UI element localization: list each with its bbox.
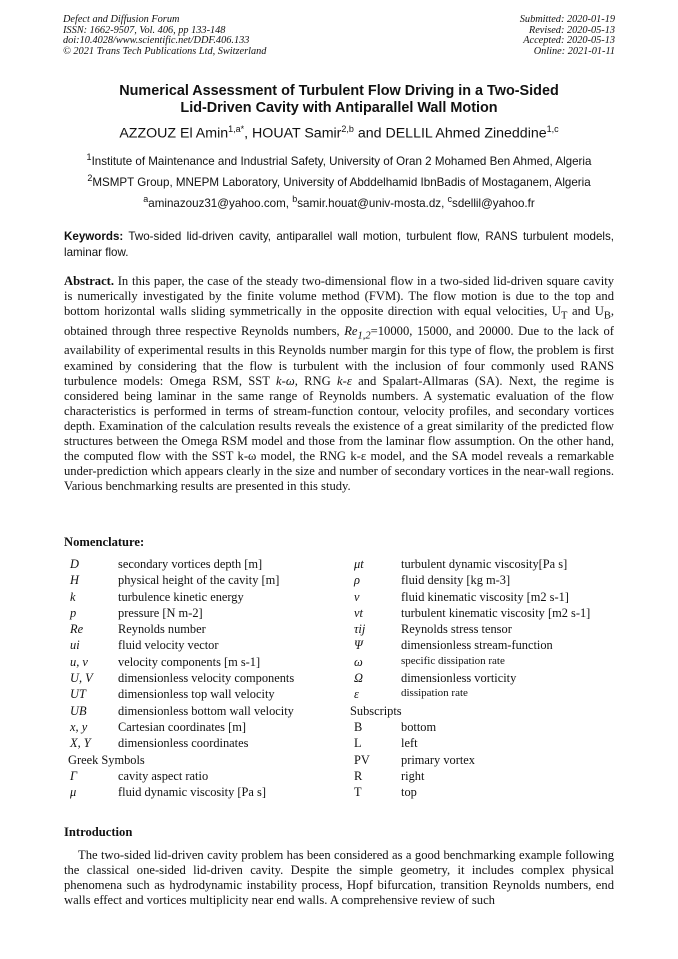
- nomenclature-row: [70, 557, 340, 573]
- nomenclature-row: [70, 785, 340, 801]
- issn: ISSN: 1662-9507, Vol. 406, pp 133-148: [63, 24, 226, 36]
- email-link[interactable]: sdellil@yahoo.fr: [452, 196, 535, 210]
- copyright: © 2021 Trans Tech Publications Ltd, Switzerland: [63, 45, 267, 57]
- affil-sup: 1: [86, 152, 92, 162]
- abstract-text: and Spalart-Allmaras (SA). Next, the regime is considered being laminar in the same range of Reynolds numbers. A systematic evaluation of the flow characteristics is performed in terms of stream-function contour, velocity profiles, and secondary vortices depth. Examination of the calculation results reveals the existence of a great similarity of the predicted flow structures between the Omega RSM model and those from the laminar flow assumption. On the other hand, the computed flow with the SST k-ω model, the RNG k-ε model, and the SA model reveals a remarkable under-prediction which appears clearly in the size and number of secondary vortices in the near-wall regions. Various benchmarking results are presented in this study.: [64, 373, 614, 494]
- abstract-text: , RNG: [294, 373, 331, 388]
- ub-base: U: [594, 304, 604, 319]
- nomenclature-row: [352, 606, 622, 622]
- journal-name: Defect and Diffusion Forum: [63, 14, 180, 25]
- nomenclature-section-heading: [70, 753, 340, 769]
- nom-symbol: u, v: [70, 654, 88, 669]
- nomenclature-row: [352, 785, 622, 801]
- nom-description: secondary vortices depth [m]: [118, 557, 263, 571]
- email-link[interactable]: samir.houat@univ-mosta.dz: [297, 196, 442, 210]
- nom-description: dimensionless velocity components: [118, 671, 295, 686]
- nom-symbol: μt: [354, 557, 364, 571]
- k-omega-symbol: k-ω: [276, 373, 295, 388]
- nom-description: pressure [N m-2]: [118, 605, 203, 620]
- nomenclature-row: [70, 736, 340, 752]
- nom-description: right: [401, 768, 425, 783]
- paper-title: [40, 83, 638, 117]
- nom-symbol: UB: [70, 703, 87, 718]
- online-date: Online: 2021-01-11: [533, 45, 615, 57]
- ut-symbol: [551, 304, 568, 322]
- submitted-date: Submitted: 2020-01-19: [519, 14, 615, 25]
- nom-description: dimensionless stream-function: [401, 638, 553, 653]
- nom-description: left: [401, 736, 418, 751]
- nomenclature-title: Nomenclature:: [64, 535, 145, 549]
- nom-symbol: ε: [354, 687, 359, 702]
- nom-description: fluid velocity vector: [118, 638, 219, 653]
- nomenclature-row: [70, 622, 340, 638]
- nom-symbol: R: [354, 768, 363, 783]
- nom-symbol: X, Y: [70, 736, 91, 751]
- nom-symbol: νt: [354, 605, 363, 620]
- re-symbol: [344, 323, 371, 342]
- journal-header-left: [63, 15, 266, 57]
- nomenclature-row: [70, 769, 340, 785]
- nomenclature-right-column: [352, 557, 622, 801]
- nom-symbol: p: [70, 605, 77, 620]
- abstract: [64, 274, 614, 494]
- nom-symbol: ω: [354, 654, 363, 669]
- author-name: DELLIL Ahmed Zineddine: [385, 125, 547, 142]
- nom-description: primary vortex: [401, 752, 475, 767]
- nom-description: dimensionless vorticity: [401, 671, 517, 686]
- nom-description: cavity aspect ratio: [118, 768, 209, 783]
- nomenclature-row: [70, 573, 340, 589]
- k-epsilon-symbol: k-ε: [337, 373, 352, 388]
- nom-symbol: ρ: [354, 573, 360, 588]
- title-line-1: Numerical Assessment of Turbulent Flow Driving in a Two-Sided: [119, 83, 559, 99]
- author-separator: and: [353, 125, 386, 142]
- ut-base: U: [551, 304, 562, 319]
- nomenclature-row: [70, 687, 340, 703]
- abstract-label: Abstract.: [64, 274, 115, 288]
- nom-description: physical height of the cavity [m]: [118, 573, 280, 588]
- introduction-heading: Introduction: [64, 825, 133, 839]
- nom-description: bottom: [401, 719, 437, 734]
- nom-symbol: UT: [70, 687, 86, 702]
- abstract-text: , obtained through three respective Reynolds numbers,: [64, 304, 614, 338]
- nomenclature-row: [70, 671, 340, 687]
- title-line-2: Lid-Driven Cavity with Antiparallel Wall Motion: [180, 100, 498, 116]
- nomenclature-row: [70, 590, 340, 606]
- email-sup: c: [447, 194, 453, 204]
- email-separator: ,: [285, 196, 293, 210]
- nom-description: top: [401, 785, 417, 800]
- journal-header-right: [520, 15, 615, 57]
- nom-symbol: Re: [70, 622, 84, 637]
- nom-description: turbulent dynamic viscosity[Pa s]: [401, 557, 568, 571]
- nomenclature-row: [70, 638, 340, 654]
- nom-symbol: U, V: [70, 671, 93, 686]
- author-name: HOUAT Samir: [252, 125, 342, 142]
- nom-symbol: x, y: [70, 719, 88, 734]
- subscripts-heading: Subscripts: [350, 703, 402, 718]
- affiliation-1: [40, 152, 638, 168]
- abstract-and: and: [567, 304, 595, 319]
- email-sup: b: [292, 194, 298, 204]
- nomenclature-row: [352, 671, 622, 687]
- nom-description: Reynolds number: [118, 622, 206, 637]
- nom-description: Reynolds stress tensor: [401, 622, 512, 637]
- doi: doi:10.4028/www.scientific.net/DDF.406.133: [63, 35, 250, 47]
- abstract-text: =10000, 15000, and 20000. Due to the lack of availability of experimental results in this Reynolds number margin for this type of flow, the problem is first examined by considering that the flow is turbulent with the inclusion of four commonly used RANS turbulence models: Omega RSM, SST: [64, 323, 614, 388]
- nomenclature-row: [352, 590, 622, 606]
- nom-symbol: k: [70, 589, 76, 604]
- author-separator: ,: [244, 125, 253, 142]
- nom-description: specific dissipation rate: [401, 654, 505, 667]
- introduction-text: The two-sided lid-driven cavity problem has been considered as a good benchmarking example following the classical one-sided lid-driven cavity. Despite the simple geometry, it includes complex physical phenomena such as hydrodynamic instability process, Hopf bifurcation, transition Reynolds numbers, end walls effect and vortices multiplicity near end walls. A comprehensive review of such: [64, 848, 614, 908]
- nom-symbol: ui: [70, 638, 80, 653]
- nom-description: dimensionless top wall velocity: [118, 687, 275, 702]
- nom-symbol: T: [354, 785, 362, 800]
- email-separator: ,: [441, 196, 448, 210]
- ub-sub: B: [603, 310, 611, 322]
- affil-text: Institute of Maintenance and Industrial Safety, University of Oran 2 Mohamed Ben Ahmed, Algeria: [91, 154, 592, 168]
- nomenclature-row: [70, 704, 340, 720]
- nom-symbol: PV: [354, 752, 370, 767]
- nom-symbol: Γ: [70, 768, 78, 783]
- email-link[interactable]: aminazouz31@yahoo.com: [148, 196, 286, 210]
- nomenclature-row: [352, 687, 622, 703]
- keywords-text: Two-sided lid-driven cavity, antiparallel wall motion, turbulent flow, RANS turbulent models, laminar flow.: [64, 230, 615, 259]
- email-list: [40, 194, 638, 210]
- nom-symbol: H: [70, 573, 79, 588]
- nom-description: dimensionless coordinates: [118, 736, 249, 751]
- nomenclature-row: [352, 720, 622, 736]
- re-base: Re: [344, 323, 358, 338]
- nomenclature-row: [352, 655, 622, 671]
- nomenclature-row: [352, 769, 622, 785]
- affiliation-2: [40, 173, 638, 189]
- keywords-label: Keywords:: [64, 230, 124, 243]
- nom-description: fluid kinematic viscosity [m2 s-1]: [401, 589, 569, 604]
- nomenclature-row: [352, 638, 622, 654]
- author-name: AZZOUZ El Amin: [119, 125, 229, 142]
- nom-symbol: μ: [70, 785, 77, 800]
- nomenclature-row: [352, 573, 622, 589]
- nom-description: dissipation rate: [401, 687, 468, 700]
- nom-symbol: D: [70, 557, 79, 571]
- nom-description: turbulence kinetic energy: [118, 589, 244, 604]
- nom-symbol: τij: [354, 622, 366, 637]
- nom-description: fluid density [kg m-3]: [401, 573, 511, 588]
- nomenclature-row: [352, 736, 622, 752]
- nom-symbol: Ψ: [354, 638, 363, 653]
- author-affil-sup: 1,c: [546, 124, 559, 134]
- revised-date: Revised: 2020-05-13: [528, 24, 615, 36]
- nomenclature-row: [352, 622, 622, 638]
- author-affil-sup: 1,a*: [228, 124, 245, 134]
- ub-symbol: [594, 304, 611, 322]
- keywords: [64, 229, 614, 260]
- nom-description: dimensionless bottom wall velocity: [118, 703, 294, 718]
- nom-description: velocity components [m s-1]: [118, 654, 261, 669]
- nom-symbol: B: [354, 719, 363, 734]
- re-sub: 1,2: [357, 330, 371, 342]
- affil-text: MSMPT Group, MNEPM Laboratory, University of Abddelhamid IbnBadis of Mostaganem, Algeria: [92, 175, 591, 189]
- nom-description: Cartesian coordinates [m]: [118, 719, 246, 734]
- nom-description: fluid dynamic viscosity [Pa s]: [118, 785, 266, 800]
- nom-symbol: ν: [354, 589, 360, 604]
- nomenclature-section-heading: [352, 704, 622, 720]
- nomenclature-row: [70, 655, 340, 671]
- nomenclature-row: [352, 753, 622, 769]
- ut-sub: T: [561, 310, 568, 322]
- greek-symbols-heading: Greek Symbols: [68, 752, 145, 767]
- abstract-text: In this paper, the case of the steady two-dimensional flow in a two-sided lid-driven square cavity is numerically investigated by the finite volume method (FVM). The flow motion is due to the top and bottom horizontal walls sliding symmetrically in the opposite direction with equal velocities,: [64, 274, 614, 319]
- nomenclature-row: [70, 720, 340, 736]
- affil-sup: 2: [87, 173, 93, 183]
- nomenclature-row: [352, 557, 622, 573]
- accepted-date: Accepted: 2020-05-13: [523, 35, 615, 47]
- author-affil-sup: 2,b: [341, 124, 354, 134]
- nom-symbol: Ω: [354, 671, 363, 686]
- nomenclature-left-column: [70, 557, 340, 801]
- author-list: [30, 124, 648, 142]
- email-sup: a: [143, 194, 149, 204]
- nom-description: turbulent kinematic viscosity [m2 s-1]: [401, 605, 591, 620]
- nom-symbol: L: [354, 736, 362, 751]
- nomenclature-row: [70, 606, 340, 622]
